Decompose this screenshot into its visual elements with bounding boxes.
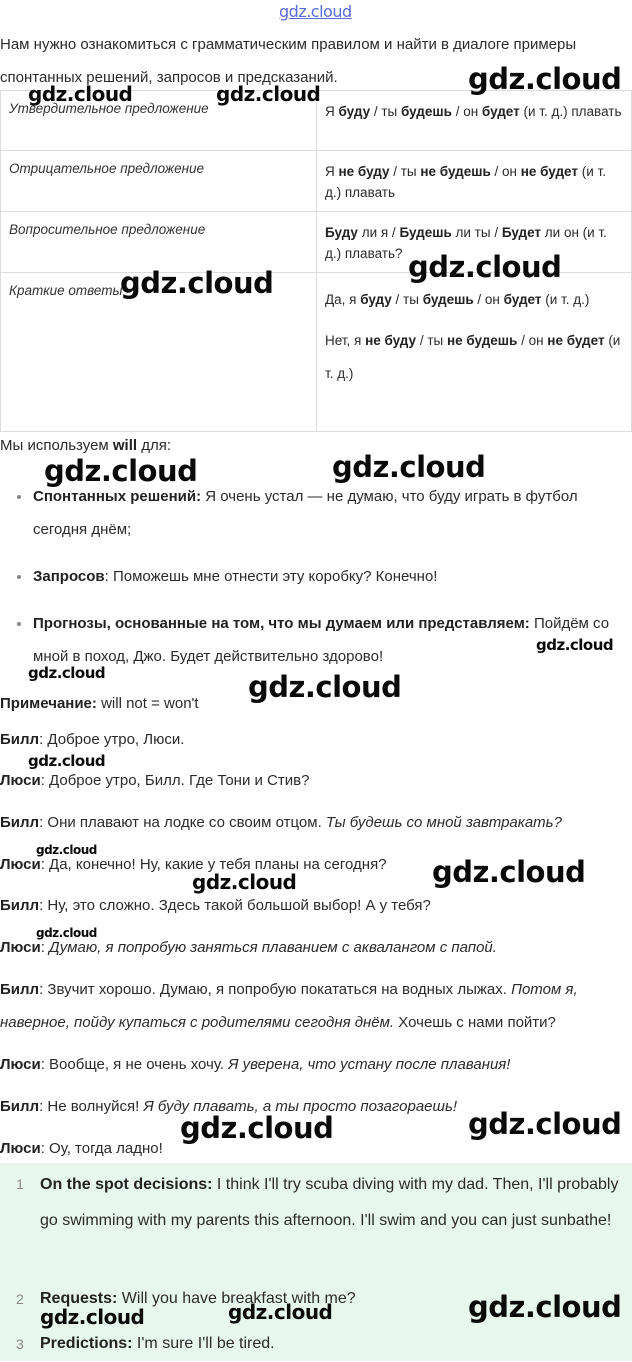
watermark: gdz.cloud [28,82,133,106]
note: Примечание: will not = won't [0,695,199,712]
dialog-line: Билл: Доброе утро, Люси. [0,731,185,748]
row-label: Краткие ответы [1,273,317,432]
watermark: gdz.cloud [248,670,402,704]
dialog-line: Билл: Звучит хорошо. Думаю, я попробую покататься на водных лыжах. Потом я, наверное, пойду купаться с родителями сегодня днём. Хочешь с нами пойти? [0,981,578,1031]
dialog-line: Люси: Доброе утро, Билл. Где Тони и Стив? [0,772,310,789]
dialog-line: Билл: Не волнуйся! Я буду плавать, а ты просто позагораешь! [0,1098,458,1115]
answer-box [0,1163,632,1361]
intro-text: Нам нужно ознакомиться с грамматическим правилом и найти в диалоге примеры спонтанных решений, запросов и предсказаний. [0,36,577,86]
list-item: Прогнозы, основанные на том, что мы думаем или представляем: Пойдём со мной в поход, Джо. Будет действительно здорово! [0,607,632,673]
row-label: Вопросительное предложение [1,212,317,273]
uses-intro: Мы используем will для: [0,437,172,454]
dialog-line: Люси: Вообще, я не очень хочу. Я уверена, что устану после плавания! [0,1056,511,1073]
dialog-line: Люси: Да, конечно! Ну, какие у тебя планы на сегодня? [0,856,387,873]
row-value: Да, я буду / ты будешь / он будет (и т. д.) Нет, я не буду / ты не будешь / он не будет (и т. д.) [317,273,632,432]
row-value: Я буду / ты будешь / он будет (и т. д.) плавать [317,91,632,151]
answer-number: 3 [16,1336,24,1352]
watermark: gdz.cloud [120,266,274,300]
watermark: gdz.cloud [228,1300,333,1324]
watermark: gdz.cloud [432,855,586,889]
watermark: gdz.cloud [468,1290,622,1324]
dialog-line: Люси: Думаю, я попробую заняться плаванием с аквалангом с папой. [0,939,497,956]
answer-number: 2 [16,1291,24,1307]
watermark: gdz.cloud [408,250,562,284]
watermark: gdz.cloud [192,870,297,894]
list-item: Спонтанных решений: Я очень устал — не думаю, что буду играть в футбол сегодня днём; [0,480,632,546]
answer-number: 1 [16,1176,24,1192]
watermark: gdz.cloud [44,454,198,488]
answer-text: On the spot decisions: I think I'll try scuba diving with my dad. Then, I'll probably go swimming with my parents this afternoon. I'll swim and you can just sunbathe! [40,1176,619,1229]
dialog-line: Люси: Оу, тогда ладно! [0,1140,163,1157]
row-label: Утвердительное предложение [1,91,317,151]
watermark: gdz.cloud [468,1107,622,1141]
watermark-top: gdz.cloud [279,2,352,21]
watermark: gdz.cloud [216,82,321,106]
watermark: gdz.cloud [332,450,486,484]
watermark: gdz.cloud [536,636,614,654]
dialog-line: Билл: Ну, это сложно. Здесь такой большой выбор! А у тебя? [0,897,431,914]
row-value: Буду ли я / Будешь ли ты / Будет ли он (и т. д.) плавать? [317,212,632,273]
table-row [1,273,632,432]
answer-text: Predictions: I'm sure I'll be tired. [40,1335,275,1352]
list-item: Запросов: Поможешь мне отнести эту коробку? Конечно! [0,560,632,593]
watermark: gdz.cloud [468,62,622,96]
dialog-line: Билл: Они плавают на лодке со своим отцом. Ты будешь со мной завтракать? [0,814,562,831]
watermark: gdz.cloud [40,1305,145,1329]
uses-list [0,480,632,687]
watermark: gdz.cloud [36,926,97,940]
watermark: gdz.cloud [36,843,97,857]
answer-text: Requests: Will you have breakfast with me? [40,1290,356,1307]
row-label: Отрицательное предложение [1,151,317,212]
row-value: Я не буду / ты не будешь / он не будет (и т. д.) плавать [317,151,632,212]
table-row [1,151,632,212]
watermark: gdz.cloud [28,664,106,682]
watermark: gdz.cloud [180,1111,334,1145]
watermark: gdz.cloud [28,752,106,770]
